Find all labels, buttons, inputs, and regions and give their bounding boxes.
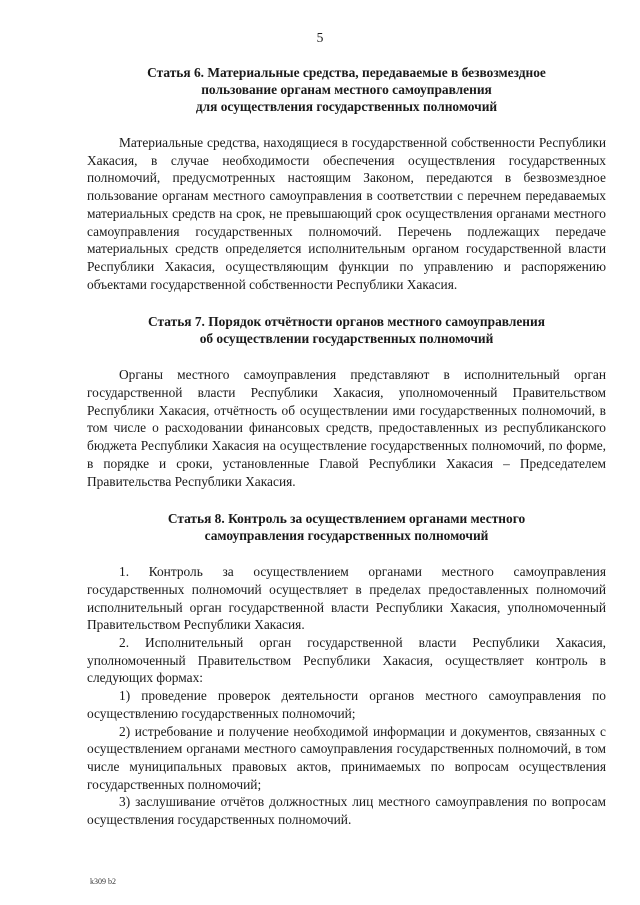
page-number: 5 <box>316 30 324 45</box>
article-title: Статья 7. Порядок отчётности органов местного самоуправления об осуществлении государственных полномочий <box>148 314 545 347</box>
paragraph: 1. Контроль за осуществлением органами местного самоуправления государственных полномочий осуществляет в пределах предоставленных полномочий исполнительный орган государственной власти Республики Хакасия, уполномоченный Правительством Республики Хакасия. <box>87 564 606 633</box>
article-7 <box>87 313 606 490</box>
document-code: k309 b2 <box>90 877 116 886</box>
article-title: Статья 6. Материальные средства, передаваемые в безвозмездное пользование органам местного самоуправления для осуществления государственных полномочий <box>147 65 546 114</box>
list-item: 3) заслушивание отчётов должностных лиц местного самоуправления по вопросам осуществления государственных полномочий. <box>87 794 606 828</box>
list-item: 2) истребование и получение необходимой информации и документов, связанных с осуществлением органами местного самоуправления государственных полномочий, в том числе муниципальных правовых актов, принимаемых по вопросам осуществления государственных полномочий; <box>87 723 606 792</box>
paragraph: Материальные средства, находящиеся в государственной собственности Республики Хакасия, в случае необходимости обеспечения осуществления государственных полномочий, предусмотренных настоящим Законом, передаются в безвозмездное пользование органам местного самоуправления в соответствии с перечнем передаваемых материальных средств на срок, не превышающий срок осуществления органами местного самоуправления государственных полномочий. Перечень подлежащих передаче материальных средств определяется исполнительным органом государственной власти Республики Хакасия, осуществляющим функции по управлению и распоряжению объектами государственной собственности Республики Хакасия. <box>87 135 606 292</box>
paragraph: 2. Исполнительный орган государственной власти Республики Хакасия, уполномоченный Правительством Республики Хакасия, осуществляет контроль в следующих формах: <box>87 635 606 686</box>
document-body <box>87 64 606 829</box>
paragraph: Органы местного самоуправления представляют в исполнительный орган государственной власти Республики Хакасия, уполномоченный Правительством Республики Хакасия, отчётность об осуществлении ими государственных полномочий, в том числе о расходовании финансовых средств, предоставленных из республиканского бюджета Республики Хакасия на осуществление государственных полномочий, по форме, в порядке и сроки, установленные Главой Республики Хакасия – Председателем Правительства Республики Хакасия. <box>87 367 606 489</box>
article-8 <box>87 510 606 829</box>
article-title: Статья 8. Контроль за осуществлением органами местного самоуправления государственных полномочий <box>167 511 526 544</box>
list-item: 1) проведение проверок деятельности органов местного самоуправления по осуществлению государственных полномочий; <box>87 688 606 721</box>
article-6 <box>87 64 606 293</box>
